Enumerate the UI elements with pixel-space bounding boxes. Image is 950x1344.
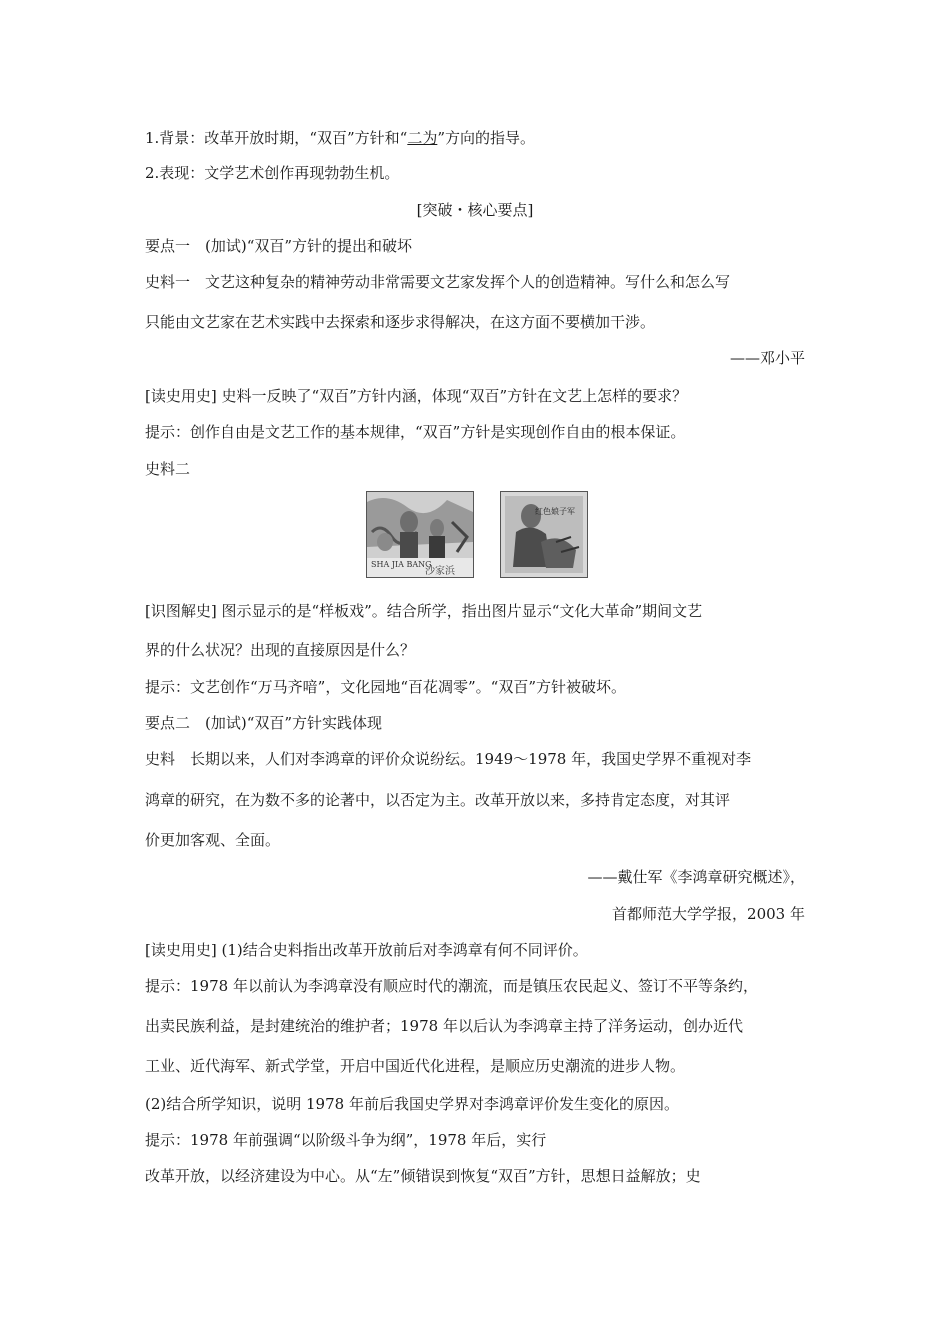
opera-poster-art-2 xyxy=(501,492,587,577)
source1-line2: 只能由文艺家在艺术实践中去探索和逐步求得解决，在这方面不要横加干涉。 xyxy=(145,313,656,331)
question4: (2)结合所学知识，说明 1978 年前后我国史学界对李鸿章评价发生变化的原因。 xyxy=(145,1095,679,1113)
poster-caption: SHA JIA BANG xyxy=(371,560,432,569)
source-line1: 史料 长期以来，人们对李鸿章的评价众说纷纭。1949～1978 年，我国史学界不重视对李 xyxy=(145,750,752,768)
point1-title: 要点一 (加试)“双百”方针的提出和破坏 xyxy=(145,237,413,255)
answer3-line3: 工业、近代海军、新式学堂，开启中国近代化进程，是顺应历史潮流的进步人物。 xyxy=(145,1057,686,1075)
poster2-title: 红色娘子军 xyxy=(535,507,575,516)
answer3-line1: 提示：1978 年以前认为李鸿章没有顺应时代的潮流，而是镇压农民起义、签订不平等条约， xyxy=(145,977,758,995)
background-line: 1.背景：改革开放时期，“双百”方针和“二为”方向的指导。 xyxy=(145,129,536,147)
source-line2: 鸿章的研究，在为数不多的论著中，以否定为主。改革开放以来，多持肯定态度，对其评 xyxy=(145,791,731,809)
answer2: 提示：文艺创作“万马齐喑”，文化园地“百花凋零”。“双百”方针被破坏。 xyxy=(145,678,627,696)
opera-poster-image-2 xyxy=(500,491,588,578)
opera-poster-image xyxy=(366,491,474,578)
question1: [读史用史] 史料一反映了“双百”方针内涵，体现“双百”方针在文艺上怎样的要求？ xyxy=(145,387,688,405)
underlined-term: 二为 xyxy=(407,129,438,147)
answer4-line1: 提示：1978 年前强调“以阶级斗争为纲”，1978 年后，实行 xyxy=(145,1131,547,1149)
attribution-line1: ——戴仕军《李鸿章研究概述》， xyxy=(587,868,805,886)
poster-title: 沙家浜 xyxy=(425,566,455,577)
answer3-line2: 出卖民族利益，是封建统治的维护者；1978 年以后认为李鸿章主持了洋务运动，创办近代 xyxy=(145,1017,743,1035)
source1-line1: 史料一 文艺这种复杂的精神劳动非常需要文艺家发挥个人的创造精神。写什么和怎么写 xyxy=(145,273,731,291)
attribution-line2: 首都师范大学学报，2003 年 xyxy=(612,905,805,923)
question2-line1: [识图解史] 图示显示的是“样板戏”。结合所学，指出图片显示“文化大革命”期间文艺 xyxy=(145,602,703,620)
point2-title: 要点二 (加试)“双百”方针实践体现 xyxy=(145,714,383,732)
section-heading: [突破・核心要点] xyxy=(416,201,534,219)
question3: [读史用史] (1)结合史料指出改革开放前后对李鸿章有何不同评价。 xyxy=(145,941,588,959)
source2-label: 史料二 xyxy=(145,460,191,478)
answer4-line2: 改革开放，以经济建设为中心。从“左”倾错误到恢复“双百”方针，思想日益解放；史 xyxy=(145,1167,701,1185)
performance-line: 2.表现：文学艺术创作再现勃勃生机。 xyxy=(145,164,400,182)
question2-line2: 界的什么状况？出现的直接原因是什么？ xyxy=(145,641,416,659)
source1-attribution: ——邓小平 xyxy=(729,349,805,367)
source-line3: 价更加客观、全面。 xyxy=(145,831,281,849)
answer1: 提示：创作自由是文艺工作的基本规律，“双百”方针是实现创作自由的根本保证。 xyxy=(145,423,686,441)
